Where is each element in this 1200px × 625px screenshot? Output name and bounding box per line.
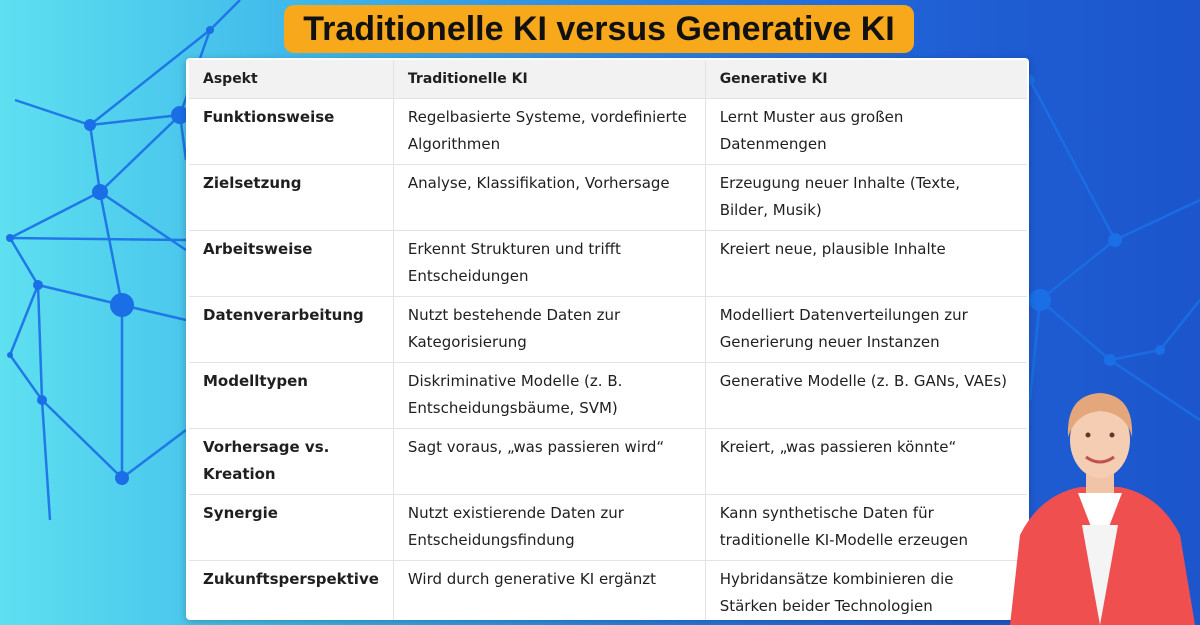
row-generativ: Modelliert Datenverteilungen zur Generierung neuer Instanzen xyxy=(705,297,1027,363)
row-generativ: Erzeugung neuer Inhalte (Texte, Bilder, Musik) xyxy=(705,165,1027,231)
row-generativ: Kreiert neue, plausible Inhalte xyxy=(705,231,1027,297)
row-traditionell: Nutzt existierende Daten zur Entscheidungsfindung xyxy=(393,495,705,561)
row-traditionell: Wird durch generative KI ergänzt xyxy=(393,561,705,621)
row-traditionell: Diskriminative Modelle (z. B. Entscheidungsbäume, SVM) xyxy=(393,363,705,429)
row-aspekt: Datenverarbeitung xyxy=(189,297,393,363)
row-traditionell: Nutzt bestehende Daten zur Kategorisierung xyxy=(393,297,705,363)
row-traditionell: Analyse, Klassifikation, Vorhersage xyxy=(393,165,705,231)
row-aspekt: Funktionsweise xyxy=(189,99,393,165)
row-generativ: Generative Modelle (z. B. GANs, VAEs) xyxy=(705,363,1027,429)
table-row xyxy=(189,495,1027,561)
row-generativ: Kann synthetische Daten für traditionelle KI-Modelle erzeugen xyxy=(705,495,1027,561)
row-generativ: Hybridansätze kombinieren die Stärken beider Technologien xyxy=(705,561,1027,621)
table-row xyxy=(189,363,1027,429)
page-title: Traditionelle KI versus Generative KI xyxy=(303,9,895,48)
comparison-table-card xyxy=(186,58,1029,620)
row-traditionell: Erkennt Strukturen und trifft Entscheidungen xyxy=(393,231,705,297)
header-traditionelle-ki: Traditionelle KI xyxy=(393,60,705,99)
table-row xyxy=(189,429,1027,495)
comparison-table xyxy=(189,60,1027,620)
row-traditionell: Regelbasierte Systeme, vordefinierte Algorithmen xyxy=(393,99,705,165)
table-row xyxy=(189,231,1027,297)
row-aspekt: Synergie xyxy=(189,495,393,561)
presenter-photo xyxy=(1000,375,1200,625)
row-generativ: Kreiert, „was passieren könnte“ xyxy=(705,429,1027,495)
row-aspekt: Arbeitsweise xyxy=(189,231,393,297)
table-header-row xyxy=(189,60,1027,99)
header-aspekt: Aspekt xyxy=(189,60,393,99)
row-aspekt: Zielsetzung xyxy=(189,165,393,231)
row-generativ: Lernt Muster aus großen Datenmengen xyxy=(705,99,1027,165)
title-banner xyxy=(284,5,914,53)
row-aspekt: Zukunftsperspektive xyxy=(189,561,393,621)
row-traditionell: Sagt voraus, „was passieren wird“ xyxy=(393,429,705,495)
row-aspekt: Modelltypen xyxy=(189,363,393,429)
row-aspekt: Vorhersage vs. Kreation xyxy=(189,429,393,495)
table-row xyxy=(189,165,1027,231)
table-row xyxy=(189,297,1027,363)
table-row xyxy=(189,561,1027,621)
header-generative-ki: Generative KI xyxy=(705,60,1027,99)
table-row xyxy=(189,99,1027,165)
